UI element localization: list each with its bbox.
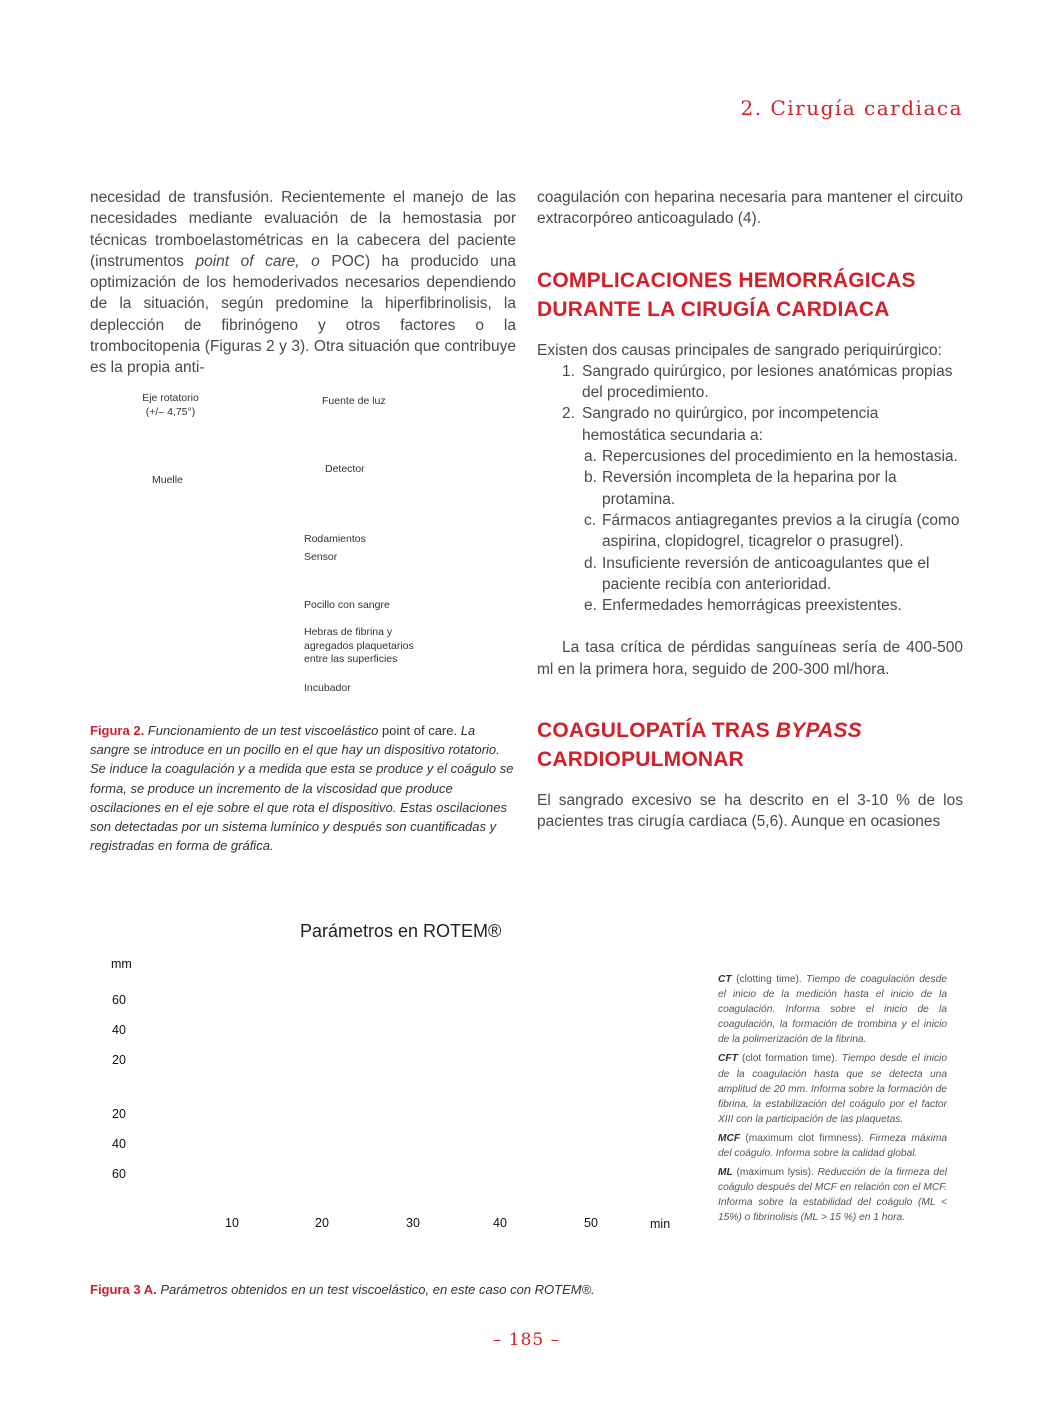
section2-body: El sangrado excesivo se ha descrito en el 3-10 % de los pacientes tras cirugía cardiaca (5,6). Aunque en ocasiones xyxy=(537,792,963,831)
figure2-eje-value: (+/– 4,75°) xyxy=(145,405,196,418)
figure3-y-tick-top-20: 20 xyxy=(112,1053,126,1067)
sub-item-c-text: Fármacos antiagregantes previos a la cirugía (como aspirina, clopidogrel, ticagrelor o prasugrel). xyxy=(602,511,960,551)
tasa-paragraph: La tasa crítica de pérdidas sanguíneas sería de 400-500 ml en la primera hora, seguido de 200-300 ml/hora. xyxy=(537,639,963,678)
figure2-label-detector: Detector xyxy=(325,463,365,475)
left-column xyxy=(90,187,516,379)
note-ct-desc: Tiempo de coagulación desde el inicio de la medición hasta el inicio de la coagulación. Informa sobre el inicio de la coagulación, la formación de trombina y el inicio de la polimerización de la fibrina. xyxy=(718,974,947,1046)
figure3-x-tick-30: 30 xyxy=(406,1216,420,1230)
section2-title-a: COAGULOPATÍA TRAS xyxy=(537,719,776,743)
sub-item-a-text: Repercusiones del procedimiento en la hemostasia. xyxy=(602,448,958,466)
figure2-hebras-line-1: Hebras de fibrina y xyxy=(304,626,393,638)
figure3-title: Parámetros en ROTEM® xyxy=(300,921,502,941)
list-item-1 xyxy=(537,361,963,404)
figure3-caption-label: Figura 3 A. xyxy=(90,1282,157,1297)
note-cft-name: (clot formation time). xyxy=(737,1053,838,1065)
figure2-caption-poc: point of care. xyxy=(381,723,458,738)
figure3-x-tick-50: 50 xyxy=(584,1216,598,1230)
section1-title-line-1: COMPLICACIONES HEMORRÁGICAS xyxy=(537,268,916,292)
figure3-x-tick-20: 20 xyxy=(315,1216,329,1230)
figure2-hebras-line-2: agregados plaquetarios xyxy=(304,639,414,652)
page-number: – 185 – xyxy=(492,1330,561,1350)
list-item-2-marker: 2. xyxy=(562,405,575,423)
right-column xyxy=(537,187,963,833)
figure2-hebras-line-3: entre las superficies xyxy=(304,653,398,665)
sub-item-b-marker: b. xyxy=(584,469,597,487)
note-ml-desc: Reducción de la firmeza del coágulo después del MCF en relación con el MCF. Informa sobre la estabilidad del coágulo (ML < 15%) o fibrinolisis (ML > 15 %) en 1 hora. xyxy=(718,1167,947,1224)
note-ml xyxy=(718,1165,947,1225)
section2-title-bypass: BYPASS xyxy=(775,719,862,743)
note-mcf xyxy=(718,1131,947,1161)
figure2-label-pocillo: Pocillo con sangre xyxy=(304,599,390,611)
figure3-x-unit: min xyxy=(650,1217,671,1231)
sub-item-d-text: Insuficiente reversión de anticoagulantes que el paciente recibía con anterioridad. xyxy=(602,554,930,593)
sub-item-e-text: Enfermedades hemorrágicas preexistentes. xyxy=(602,597,902,615)
section1-title-line-2: DURANTE LA CIRUGÍA CARDIACA xyxy=(537,297,890,321)
section1-title xyxy=(537,266,963,324)
left-paragraph-italic: point of care, o xyxy=(195,252,320,270)
note-ct xyxy=(718,972,947,1047)
figure2-label-fuente: Fuente de luz xyxy=(322,395,386,407)
note-mcf-name: (maximum clot firmness). xyxy=(740,1132,864,1144)
figure2-caption-part-1: Funcionamiento de un test viscoelástico xyxy=(144,723,382,738)
figure3-y-tick-bottom-60: 60 xyxy=(112,1167,126,1181)
note-ct-key: CT xyxy=(718,974,732,985)
figure3-y-tick-bottom-40: 40 xyxy=(112,1137,126,1151)
sub-item-d-marker: d. xyxy=(584,554,597,572)
note-ml-key: ML xyxy=(718,1167,733,1179)
figure2-caption-label: Figura 2. xyxy=(90,723,145,738)
figure2-label-hebras xyxy=(304,626,414,667)
figure3-y-unit: mm xyxy=(111,957,132,971)
figure3-caption xyxy=(90,1280,790,1299)
list-item-1-marker: 1. xyxy=(562,362,575,380)
figure3-y-tick-top-60: 60 xyxy=(112,993,126,1007)
figure2-eje-text: Eje rotatorio xyxy=(142,392,199,404)
sub-item-b xyxy=(537,467,963,510)
sub-item-a xyxy=(537,446,963,467)
chapter-header: 2. Cirugía cardiaca xyxy=(740,96,963,120)
figure3-y-tick-bottom-20: 20 xyxy=(112,1107,126,1121)
left-paragraph-part-3: POC) ha producido una optimización de los hemoderivados necesarios dependiendo de la situación, según predomine la hiperfibrinolisis, la deplección de fibrinógeno y otros factores o la trombocitopenia (Figuras 2 y 3). Otra situación que contribuye es la propia anti- xyxy=(90,252,516,377)
list-item-2 xyxy=(537,403,963,446)
section2-title-line-2: CARDIOPULMONAR xyxy=(537,748,744,772)
figure2-caption-part-2: La sangre se introduce en un pocillo en el que hay un dispositivo rotatorio. Se induce la coagulación y a medida que esta se produce y el coágulo se forma, se produce un incremento de la viscosidad que produce oscilaciones en el eje sobre el que rota el dispositivo. Estas oscilaciones son detectadas por un sistema lumínico y después son cuantificadas y registradas en forma de gráfica. xyxy=(90,723,514,854)
section1-lead: Existen dos causas principales de sangrado periquirúrgico: xyxy=(537,341,942,359)
note-mcf-desc: Firmeza máxima del coágulo. Informa sobre la calidad global. xyxy=(718,1132,947,1160)
section2-title-line-1 xyxy=(537,716,963,745)
figure2-caption xyxy=(90,721,516,855)
figure3-y-tick-top-40: 40 xyxy=(112,1023,126,1037)
sub-item-e xyxy=(537,595,963,616)
sub-item-c xyxy=(537,510,963,553)
note-ct-name: (clotting time). xyxy=(731,974,802,985)
figure2-label-sensor: Sensor xyxy=(304,551,338,563)
note-ml-name: (maximum lysis). xyxy=(732,1167,814,1179)
list-item-1-text: Sangrado quirúrgico, por lesiones anatómicas propias del procedimiento. xyxy=(582,362,953,402)
sub-item-c-marker: c. xyxy=(584,511,597,529)
section2-title xyxy=(537,716,963,774)
figure2-label-incubador: Incubador xyxy=(304,682,351,694)
sub-item-d xyxy=(537,553,963,596)
list-item-2-text: Sangrado no quirúrgico, por incompetencia hemostática secundaria a: xyxy=(582,405,879,444)
figure3-x-tick-10: 10 xyxy=(225,1216,239,1230)
note-mcf-key: MCF xyxy=(718,1132,741,1144)
figure2-label-eje xyxy=(133,392,208,419)
note-cft-desc: Tiempo desde el inicio de la coagulación hasta que se detecta una amplitud de 20 mm. Informa sobre la formación de fibrina, la estabilización del coágulo por el factor XIII con la participación de las plaquetas. xyxy=(718,1053,947,1125)
left-paragraph xyxy=(90,187,516,379)
note-cft-key: CFT xyxy=(718,1053,738,1065)
sub-item-b-text: Reversión incompleta de la heparina por la protamina. xyxy=(602,469,897,508)
left-paragraph-part-1: necesidad de transfusión. Recientemente el manejo de las necesidades mediante evaluación de la hemostasia por técnicas tromboelastométricas en la cabecera del paciente (instrumentos xyxy=(90,189,516,270)
figure3-caption-text: Parámetros obtenidos en un test viscoelástico, en este caso con ROTEM®. xyxy=(156,1282,595,1297)
note-cft xyxy=(718,1051,947,1126)
figure3-notes xyxy=(718,972,947,1226)
sub-item-e-marker: e. xyxy=(584,597,597,615)
figure2-label-muelle: Muelle xyxy=(152,474,183,486)
right-intro: coagulación con heparina necesaria para mantener el circuito extracorpóreo anticoagulado (4). xyxy=(537,189,963,228)
figure2-label-rodamientos: Rodamientos xyxy=(304,533,366,545)
sub-item-a-marker: a. xyxy=(584,448,597,466)
figure3-x-tick-40: 40 xyxy=(493,1216,507,1230)
